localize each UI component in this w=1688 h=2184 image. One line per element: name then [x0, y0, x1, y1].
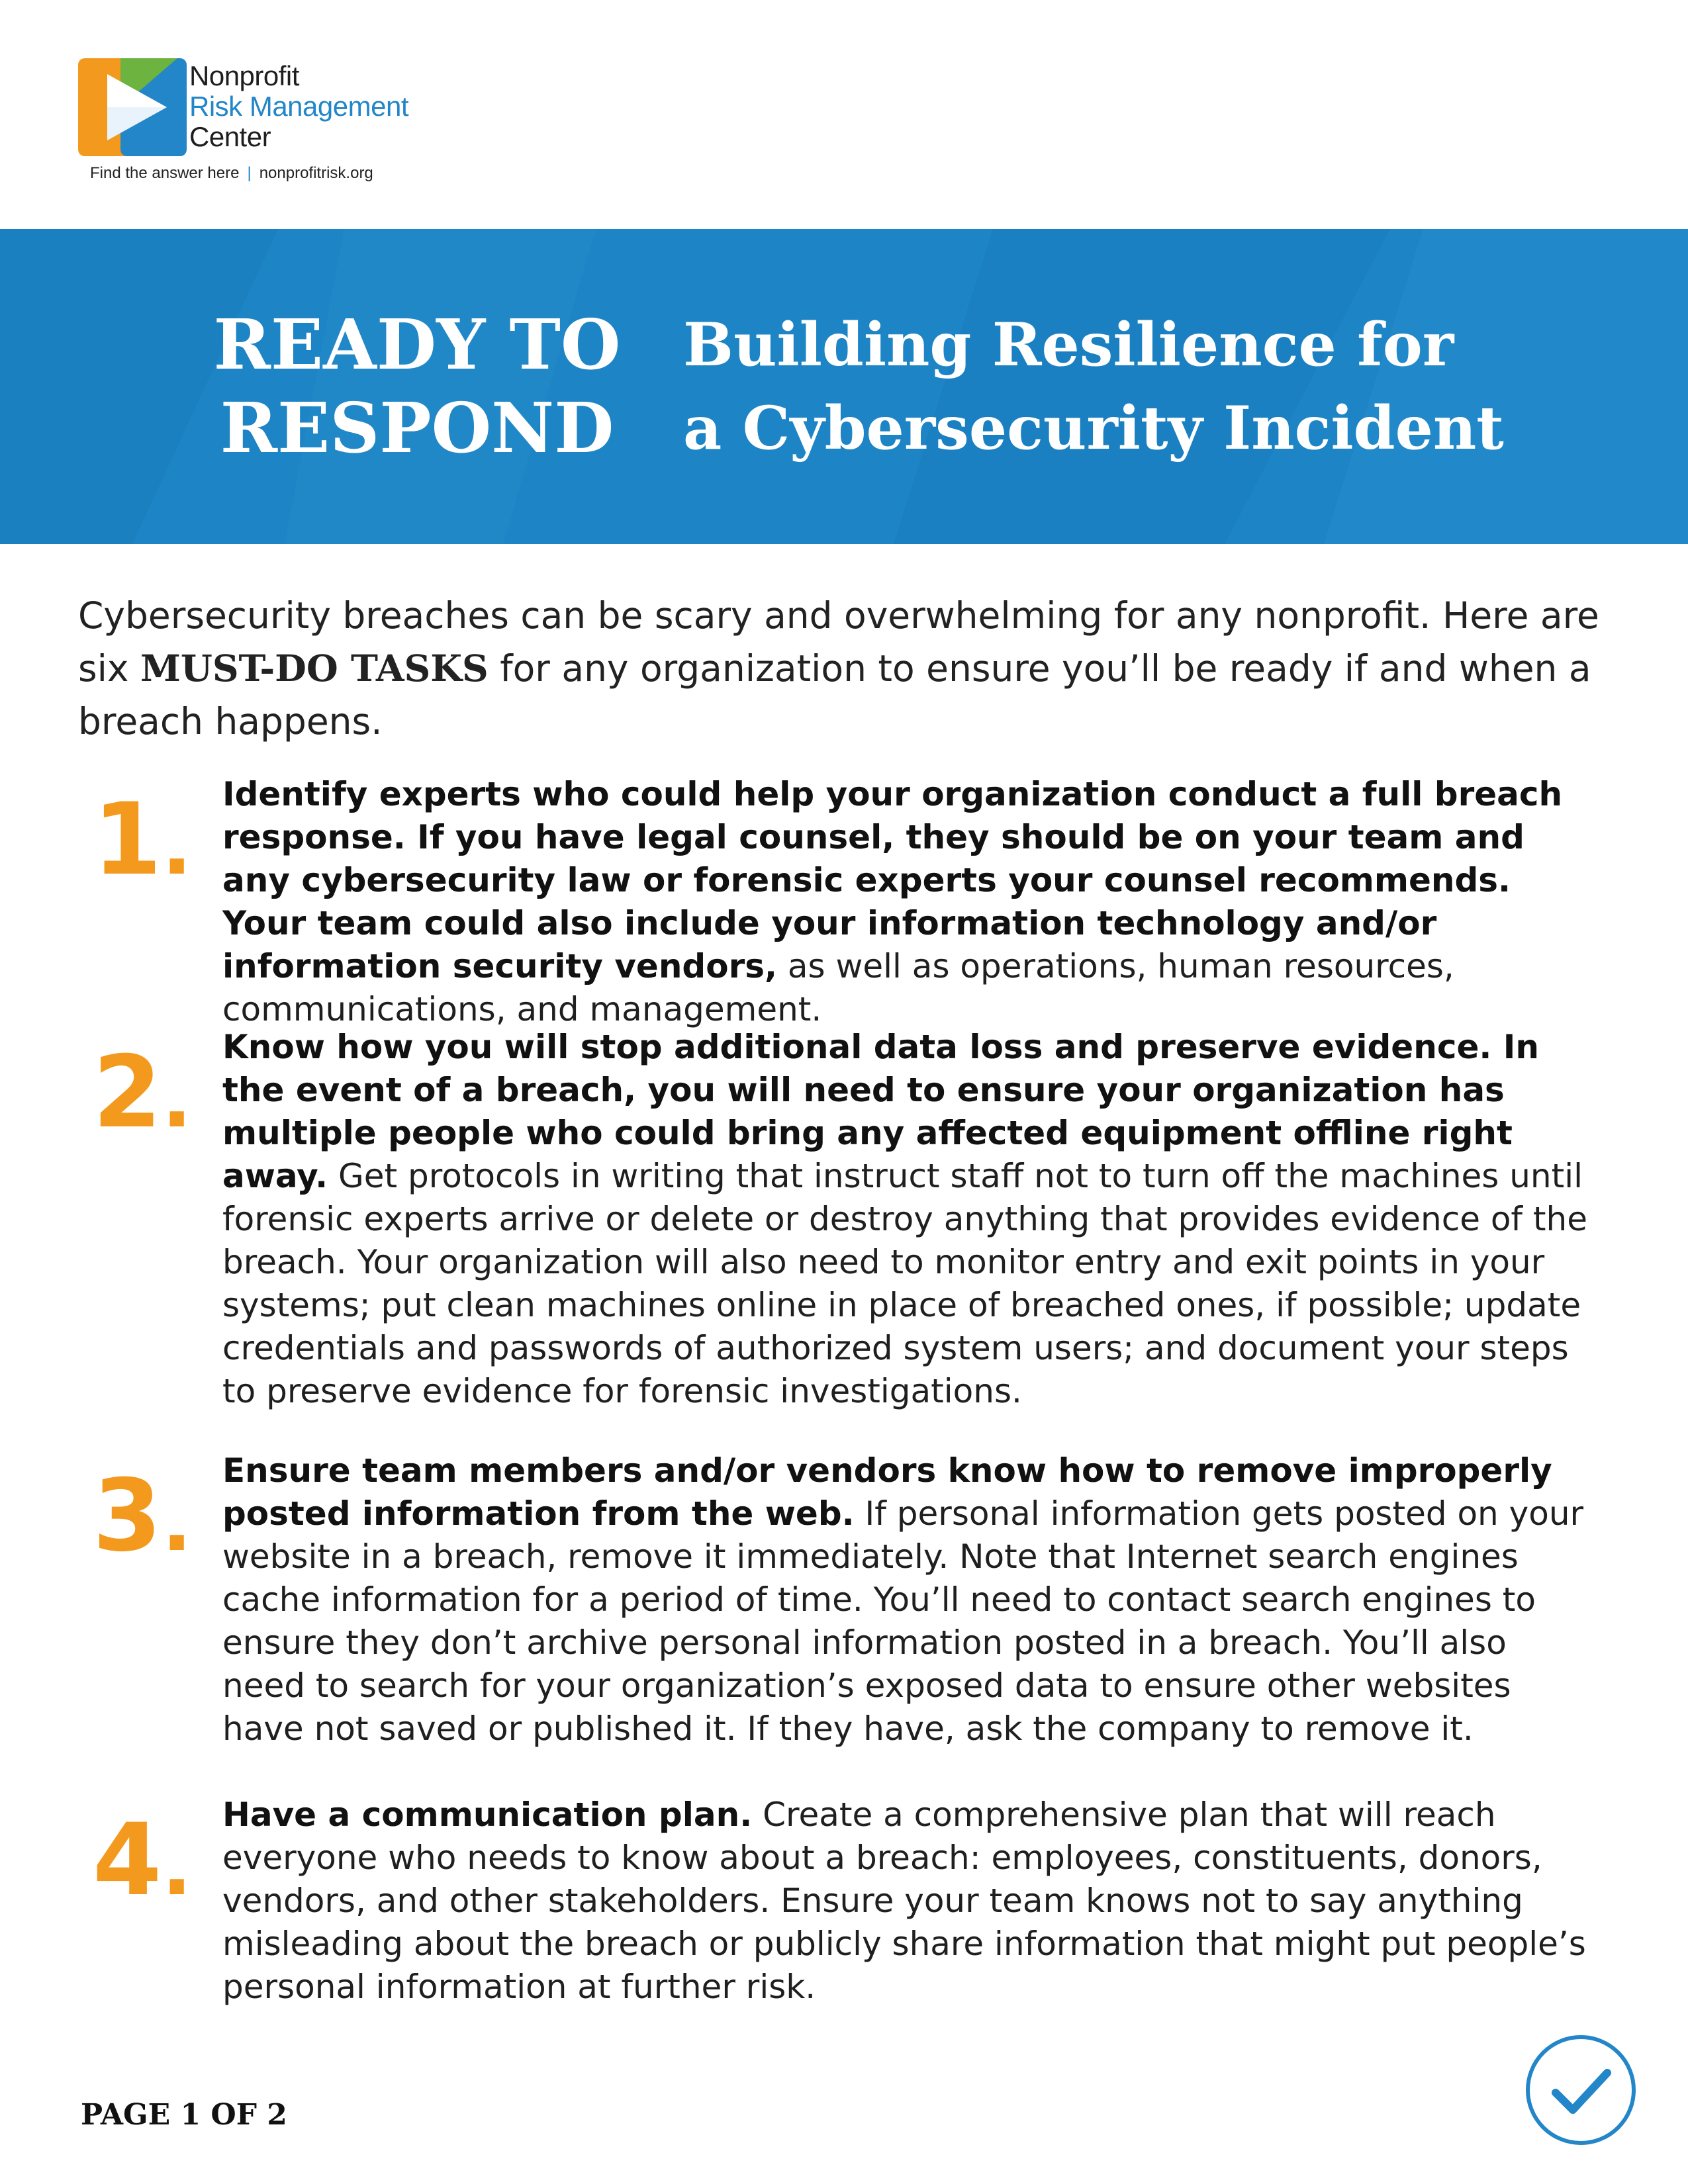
task-number: 2.	[93, 1035, 192, 1150]
banner-subheading-line-2: a Cybersecurity Incident	[683, 393, 1504, 463]
logo	[78, 58, 449, 191]
logo-line-3: Center	[189, 121, 271, 152]
task-description	[222, 1449, 1593, 1751]
banner-subheading-line-1: Building Resilience for	[683, 310, 1454, 380]
tagline-text: Find the answer here	[90, 164, 240, 182]
logo-line-1: Nonprofit	[189, 60, 299, 91]
title-banner	[0, 229, 1688, 544]
banner-heading-line-2: RESPOND	[220, 387, 614, 469]
play-triangle-logo-icon	[78, 58, 189, 156]
task-number: 4.	[93, 1803, 192, 1918]
task-number: 3.	[93, 1459, 192, 1574]
task-lead: Identify experts who could help your organization conduct a full breach response. If you have legal counsel, they should be on your team and any cybersecurity law or forensic experts your counsel recommends. Your team could also include your information technology and/or information security vendors,	[222, 775, 1563, 985]
task-description	[222, 1794, 1593, 2009]
logo-tagline	[90, 164, 373, 183]
intro-emphasis: MUST-DO TASKS	[140, 647, 489, 690]
banner-heading-line-1: READY TO	[213, 304, 621, 385]
intro-text-before: Cybersecurity breaches can be scary and overwhelming for any nonprofit. Here are six	[78, 594, 1599, 690]
page-number: PAGE 1 OF 2	[81, 2098, 287, 2132]
task-description	[222, 1026, 1593, 1413]
tagline-url: nonprofitrisk.org	[259, 164, 373, 182]
intro-text-after: for any organization to ensure you’ll be ready if and when a breach happens.	[78, 647, 1591, 743]
logo-wordmark	[189, 61, 408, 152]
task-lead: Have a communication plan.	[222, 1796, 753, 1834]
task-number: 1.	[93, 782, 192, 897]
intro-paragraph	[78, 589, 1614, 748]
task-lead: Ensure team members and/or vendors know how to remove improperly posted information from the web.	[222, 1451, 1552, 1533]
banner-subheading	[683, 303, 1504, 470]
task-description	[222, 773, 1593, 1031]
task-lead: Know how you will stop additional data loss and preserve evidence. In the event of a breach, you will need to ensure your organization has multiple people who could bring any affected equipment offline right away.	[222, 1028, 1539, 1195]
checkmark-circle-icon	[1523, 2032, 1639, 2148]
task-detail: If personal information gets posted on your website in a breach, remove it immediately. Note that Internet search engines cache information for a period of time. You’ll need to contact search engines to ensure they don’t archive personal information posted in a breach. You’ll also need to search for your organization’s exposed data to ensure other websites have not saved or published it. If they have, ask the company to remove it.	[222, 1494, 1584, 1748]
logo-line-2: Risk Management	[189, 91, 408, 122]
banner-heading	[199, 303, 635, 470]
task-detail: Create a comprehensive plan that will reach everyone who needs to know about a breach: employees, constituents, donors, vendors, and other stakeholders. Ensure your team knows not to say anything misleading about the breach or publicly share information that might put people’s personal information at further risk.	[222, 1796, 1586, 2006]
task-detail: Get protocols in writing that instruct staff not to turn off the machines until forensic experts arrive or delete or destroy anything that provides evidence of the breach. Your organization will also need to monitor entry and exit points in your systems; put clean machines online in place of breached ones, if possible; update credentials and passwords of authorized system users; and document your steps to preserve evidence for forensic investigations.	[222, 1157, 1587, 1410]
tagline-separator: |	[247, 164, 252, 182]
task-detail: as well as operations, human resources, communications, and management.	[222, 947, 1454, 1028]
